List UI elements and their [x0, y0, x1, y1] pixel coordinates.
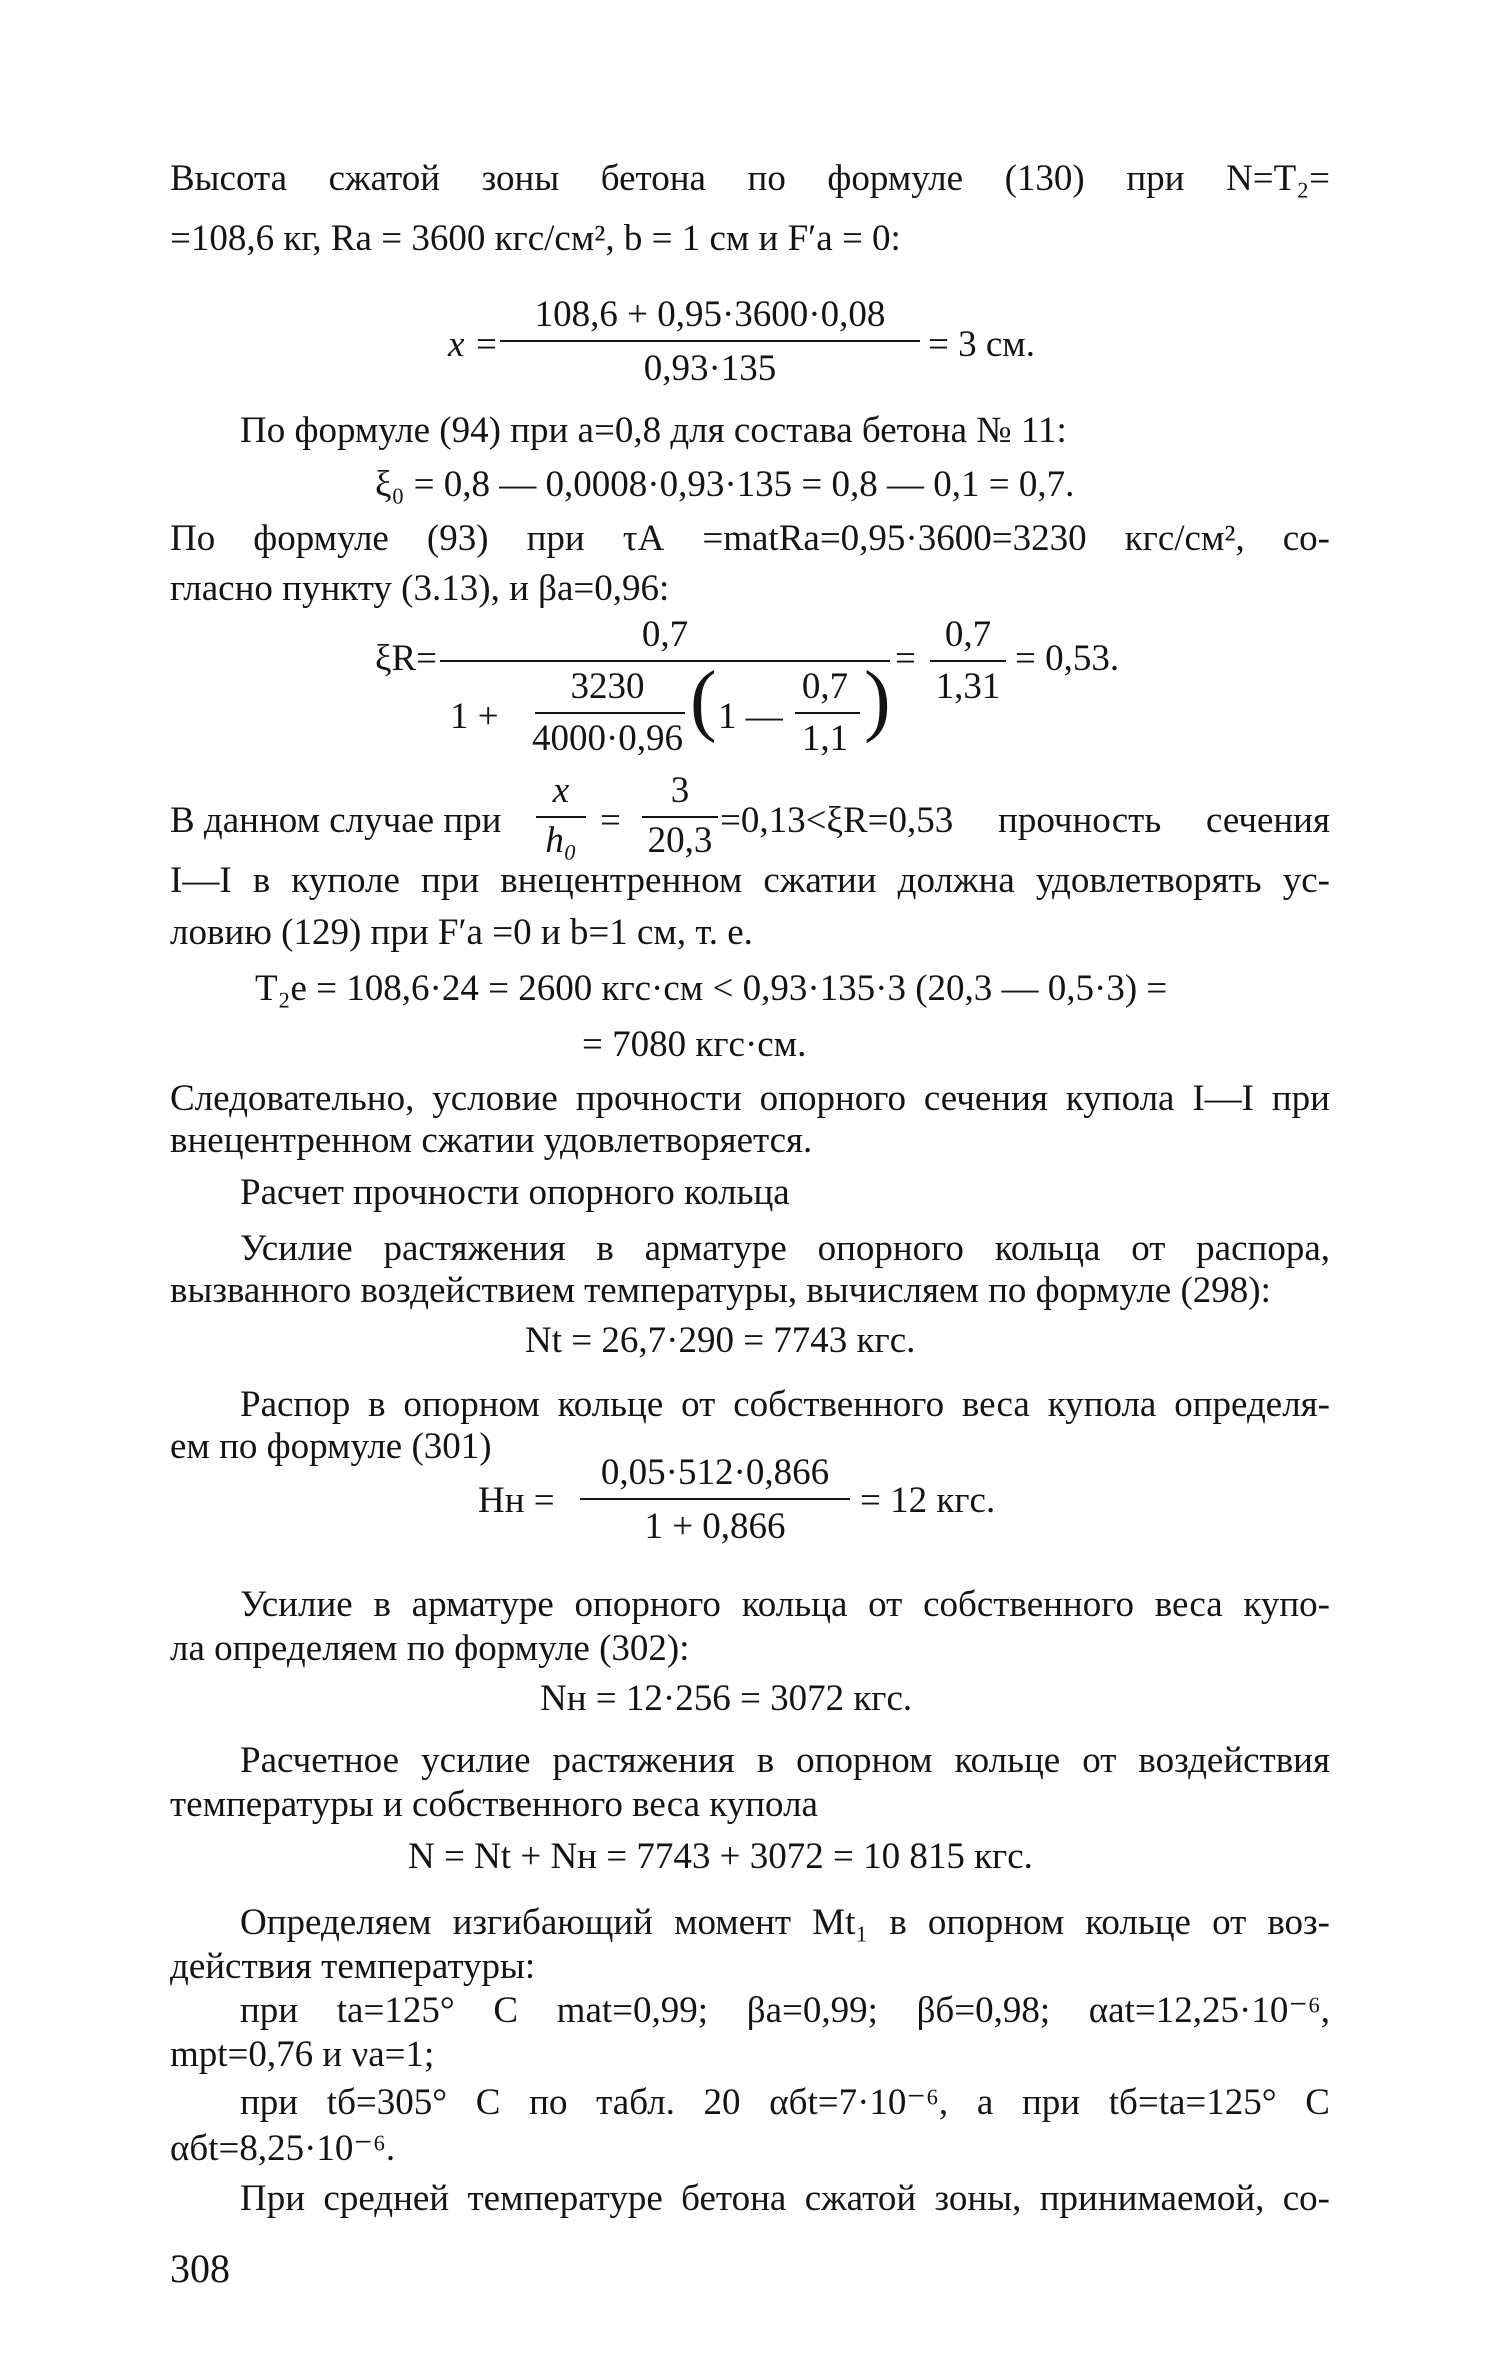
variable: x	[552, 770, 570, 811]
paragraph-line: действия температуры:	[170, 1946, 536, 1987]
equals-sign: =	[895, 638, 916, 679]
fraction-bar	[642, 816, 718, 818]
equation-t2e-cont: = 7080 кгс·см.	[582, 1024, 807, 1065]
equation-rhs: = 0,53.	[1015, 638, 1120, 679]
fraction-denominator: 0,93·135	[643, 348, 777, 389]
equation-t2e: T₂e = 108,6·24 = 2600 кгс·см < 0,93·135·3 (20,3 — 0,5·3) =	[255, 968, 1168, 1009]
fraction-bar	[500, 340, 920, 342]
paragraph-line: По формуле (93) при τА =mаtRа=0,95·3600=3230 кгс/см², со-	[170, 518, 1330, 559]
paragraph-line: при tа=125° C mаt=0,99; βа=0,99; βб=0,98; αаt=12,25·10⁻⁶,	[240, 1990, 1330, 2031]
fraction-numerator: 3230	[570, 666, 645, 707]
fraction-bar	[580, 1498, 850, 1500]
paragraph-line: Усилие в арматуре опорного кольца от собственного веса купо-	[240, 1584, 1330, 1625]
open-paren: (	[690, 656, 717, 744]
equation-lhs: Hн =	[478, 1480, 555, 1521]
equation-nn: Nн = 12·256 = 3072 кгс.	[540, 1678, 913, 1719]
paragraph-line: При средней температуре бетона сжатой зоны, принимаемой, со-	[240, 2178, 1330, 2219]
text-span: В данном случае при	[170, 800, 502, 841]
paragraph-line: при tб=305° C по табл. 20 αбt=7·10⁻⁶, а при tб=tа=125° C	[240, 2082, 1330, 2123]
fraction-denominator: 20,3	[647, 820, 713, 861]
page-number: 308	[170, 2246, 230, 2291]
fraction-numerator: 0,7	[801, 666, 849, 707]
paragraph-line: ловию (129) при F′а =0 и b=1 см, т. е.	[170, 912, 753, 953]
paragraph-line: По формуле (94) при a=0,8 для состава бетона № 11:	[240, 410, 1067, 451]
paragraph-line: =108,6 кг, Rа = 3600 кгс/см², b = 1 см и F′а = 0:	[170, 218, 901, 259]
fraction-denominator: 1,31	[935, 666, 1001, 707]
fraction-bar	[795, 712, 860, 714]
variable: h₀	[545, 820, 577, 861]
fraction-numerator: 3	[670, 770, 690, 811]
paragraph-line: Расчетное усилие растяжения в опорном кольце от воздействия	[240, 1740, 1330, 1781]
fraction-numerator: 108,6 + 0,95·3600·0,08	[534, 294, 886, 335]
fraction-denominator	[536, 820, 586, 862]
paragraph-line: вызванного воздействием температуры, вычисляем по формуле (298):	[170, 1270, 1271, 1311]
paragraph-line: Усилие растяжения в арматуре опорного кольца от распора,	[240, 1228, 1330, 1269]
equation-rhs: = 12 кгс.	[860, 1480, 996, 1521]
equation-xi0: ξ₀ = 0,8 — 0,0008·0,93·135 = 0,8 — 0,1 = 0,7.	[375, 464, 1075, 505]
paragraph-line: внецентренном сжатии удовлетворяется.	[170, 1120, 813, 1161]
text-span: =0,13<ξR=0,53 прочность сечения	[720, 800, 1330, 841]
equation-rhs: = 3 см.	[928, 324, 1035, 365]
paragraph-line: αбt=8,25·10⁻⁶.	[170, 2128, 396, 2169]
paragraph-line: Распор в опорном кольце от собственного веса купола определя-	[240, 1384, 1330, 1425]
fraction-numerator: 0,05·512·0,866	[600, 1452, 830, 1493]
equation-n-total: N = Nt + Nн = 7743 + 3072 = 10 815 кгс.	[408, 1836, 1033, 1877]
section-heading: Расчет прочности опорного кольца	[240, 1172, 790, 1213]
close-paren: )	[864, 656, 891, 744]
paragraph-line: Высота сжатой зоны бетона по формуле (130) при N=T₂=	[170, 158, 1330, 199]
fraction-numerator: 0,7	[641, 614, 689, 655]
paragraph-line: температуры и собственного веса купола	[170, 1784, 818, 1825]
fraction-denominator: 4000·0,96	[531, 718, 684, 759]
fraction-bar	[536, 816, 586, 818]
equation-lhs: ξR=	[375, 638, 438, 679]
fraction-denominator: 1,1	[801, 718, 849, 759]
fraction-numerator: 0,7	[944, 614, 992, 655]
paragraph-line: I—I в куполе при внецентренном сжатии должна удовлетворять ус-	[170, 860, 1330, 901]
fraction-bar	[535, 712, 685, 714]
paragraph-line: ла определяем по формуле (302):	[170, 1628, 690, 1669]
paragraph-line: гласно пункту (3.13), и βа=0,96:	[170, 568, 670, 609]
paragraph-line: Следовательно, условие прочности опорного сечения купола I—I при	[170, 1078, 1330, 1119]
inner-term: 1 —	[718, 696, 783, 737]
fraction-denominator: 1 + 0,866	[644, 1506, 786, 1547]
paragraph-line: Определяем изгибающий момент Mt₁ в опорном кольце от воз-	[240, 1902, 1330, 1943]
paragraph-line: mрt=0,76 и νа=1;	[170, 2034, 435, 2075]
paragraph-line: ем по формуле (301)	[170, 1426, 492, 1467]
denominator-term: 1 +	[450, 696, 499, 737]
fraction-bar	[440, 660, 890, 662]
fraction-numerator	[536, 770, 586, 812]
equation-lhs: x =	[448, 324, 499, 365]
equation-nt: Nt = 26,7·290 = 7743 кгс.	[525, 1320, 916, 1361]
equals-sign: =	[600, 800, 621, 841]
fraction-bar	[930, 660, 1006, 662]
